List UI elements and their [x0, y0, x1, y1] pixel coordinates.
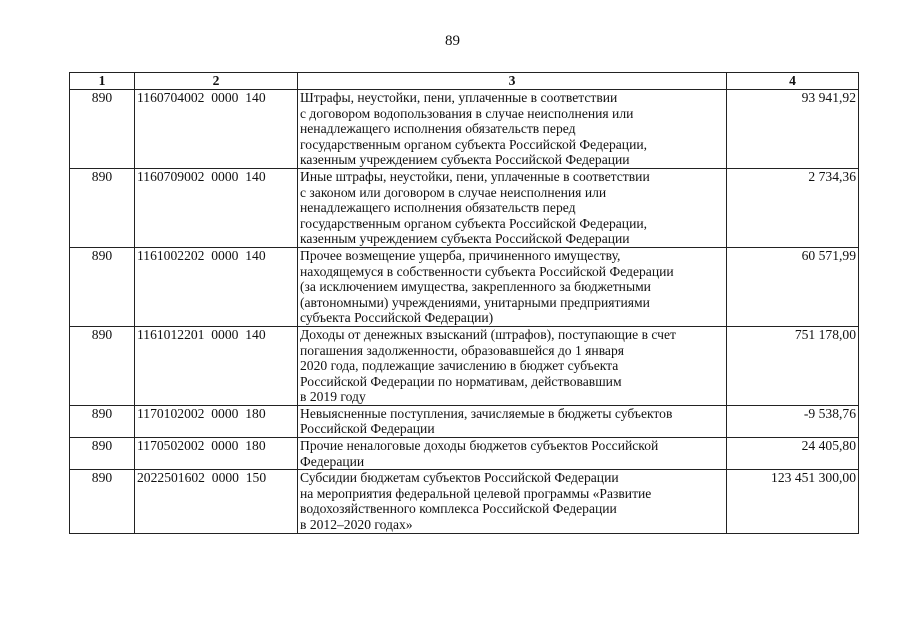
description-cell: [298, 470, 727, 533]
budget-classification-code-cell: 1170102002 0000 180: [135, 405, 298, 437]
column-header: 4: [727, 73, 859, 90]
admin-code-cell: 890: [70, 405, 135, 437]
description-line: государственным органом субъекта Российской Федерации,: [300, 136, 648, 152]
description-line: Российской Федерации: [300, 421, 435, 437]
admin-code-cell: 890: [70, 168, 135, 247]
budget-classification-code-cell: 1160704002 0000 140: [135, 90, 298, 169]
budget-classification-code-cell: 1161012201 0000 140: [135, 326, 298, 405]
revenue-table: [69, 72, 859, 534]
description-cell: [298, 247, 727, 326]
description-line: Доходы от денежных взысканий (штрафов), поступающие в счет: [300, 326, 676, 342]
description-line: Российской Федерации по нормативам, действовавшим: [300, 373, 622, 389]
table-row: [70, 247, 859, 326]
description-line: водохозяйственного комплекса Российской Федерации: [300, 501, 617, 517]
admin-code-cell: 890: [70, 247, 135, 326]
description-line: Субсидии бюджетам субъектов Российской Федерации: [300, 470, 619, 486]
description-cell: [298, 405, 727, 437]
page-number: 89: [445, 33, 460, 49]
description-line: 2020 года, подлежащие зачислению в бюджет субъекта: [300, 358, 619, 374]
description-line: (за исключением имущества, закрепленного за бюджетными: [300, 279, 651, 295]
description-line: Невыясненные поступления, зачисляемые в бюджеты субъектов: [300, 405, 673, 421]
budget-classification-code-cell: 1161002202 0000 140: [135, 247, 298, 326]
amount-cell: 751 178,00: [727, 326, 859, 405]
amount-cell: 24 405,80: [727, 438, 859, 470]
amount-cell: 60 571,99: [727, 247, 859, 326]
description-line: ненадлежащего исполнения обязательств перед: [300, 200, 576, 216]
budget-classification-code-cell: 2022501602 0000 150: [135, 470, 298, 533]
description-line: казенным учреждением субъекта Российской Федерации: [300, 152, 630, 168]
amount-cell: -9 538,76: [727, 405, 859, 437]
description-line: Штрафы, неустойки, пени, уплаченные в соответствии: [300, 90, 618, 105]
description-line: на мероприятия федеральной целевой программы «Развитие: [300, 485, 652, 501]
admin-code-cell: 890: [70, 90, 135, 169]
description-line: в 2012–2020 годах»: [300, 517, 413, 533]
admin-code-cell: 890: [70, 326, 135, 405]
description-line: находящемуся в собственности субъекта Российской Федерации: [300, 263, 674, 279]
description-line: (автономными) учреждениями, унитарными предприятиями: [300, 294, 650, 310]
admin-code-cell: 890: [70, 470, 135, 533]
amount-cell: 123 451 300,00: [727, 470, 859, 533]
description-line: Прочие неналоговые доходы бюджетов субъектов Российской: [300, 438, 659, 454]
description-cell: [298, 168, 727, 247]
admin-code-cell: 890: [70, 438, 135, 470]
description-cell: [298, 438, 727, 470]
table-body: [70, 90, 859, 534]
description-line: в 2019 году: [300, 389, 366, 405]
description-line: субъекта Российской Федерации): [300, 310, 494, 326]
column-header: 1: [70, 73, 135, 90]
description-cell: [298, 90, 727, 169]
column-header: 3: [298, 73, 727, 90]
description-line: ненадлежащего исполнения обязательств перед: [300, 121, 576, 137]
table-row: [70, 90, 859, 169]
table-row: [70, 326, 859, 405]
table-header-row: [70, 73, 859, 90]
description-line: Прочее возмещение ущерба, причиненного имуществу,: [300, 247, 621, 263]
table-row: [70, 405, 859, 437]
description-cell: [298, 326, 727, 405]
table-row: [70, 168, 859, 247]
description-line: с законом или договором в случае неисполнения или: [300, 184, 607, 200]
table-row: [70, 438, 859, 470]
description-line: погашения задолженности, образовавшейся до 1 января: [300, 342, 625, 358]
amount-cell: 2 734,36: [727, 168, 859, 247]
budget-classification-code-cell: 1170502002 0000 180: [135, 438, 298, 470]
budget-classification-code-cell: 1160709002 0000 140: [135, 168, 298, 247]
description-line: Иные штрафы, неустойки, пени, уплаченные в соответствии: [300, 168, 650, 184]
description-line: с договором водопользования в случае неисполнения или: [300, 105, 634, 121]
column-header: 2: [135, 73, 298, 90]
description-line: государственным органом субъекта Российской Федерации,: [300, 215, 648, 231]
table-row: [70, 470, 859, 533]
description-line: казенным учреждением субъекта Российской Федерации: [300, 231, 630, 247]
description-line: Федерации: [300, 453, 365, 469]
amount-cell: 93 941,92: [727, 90, 859, 169]
